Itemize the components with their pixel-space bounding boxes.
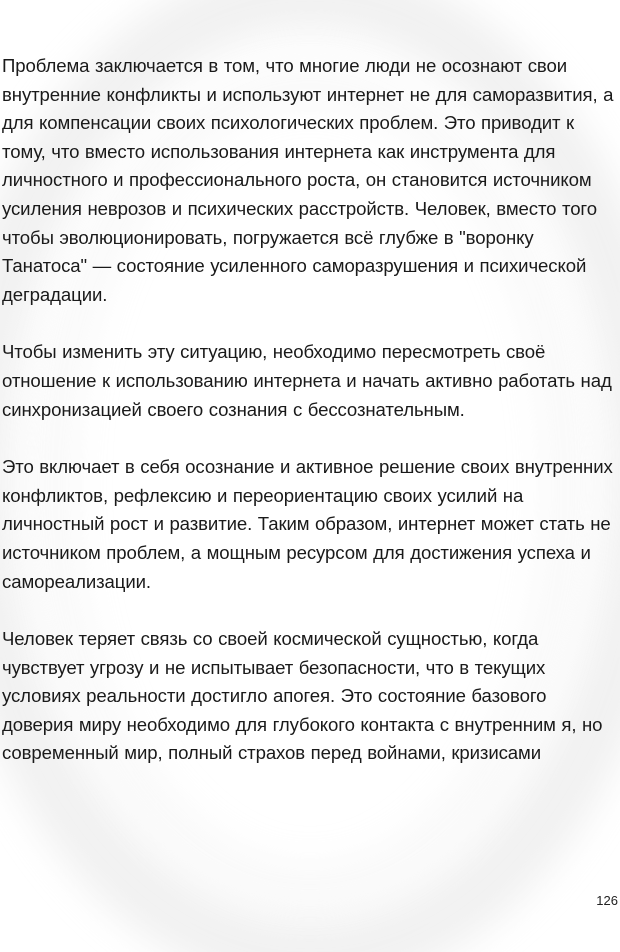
paragraph-4: Человек теряет связь со своей космической сущностью, когда чувствует угрозу и не испытывает безопасности, что в текущих условиях реальности достигло апогея. Это состояние базового доверия миру необходимо для глубокого контакта с внутренним я, но современный мир, полный страхов перед войнами, кризисами — [2, 628, 603, 764]
page-number: 126 — [596, 893, 618, 908]
paragraph-3: Это включает в себя осознание и активное решение своих внутренних конфликтов, рефлексию и переориентацию своих усилий на личностный рост и развитие. Таким образом, интернет может стать не источником проблем, а мощным ресурсом для достижения успеха и самореализации. — [2, 456, 613, 592]
paragraph-1: Проблема заключается в том, что многие люди не осознают свои внутренние конфликты и используют интернет не для саморазвития, а для компенсации своих психологических проблем. Это приводит к тому, что вместо использования интернета как инструмента для личностного и профессионального роста, он становится источником усиления неврозов и психических расстройств. Человек, вместо того чтобы эволюционировать, погружается всё глубже в "воронку Танатоса" — состояние усиленного саморазрушения и психической деградации. — [2, 55, 614, 305]
paragraph-2: Чтобы изменить эту ситуацию, необходимо пересмотреть своё отношение к использованию интернета и начать активно работать над синхронизацией своего сознания с бессознательным. — [2, 341, 612, 420]
page-body — [0, 52, 620, 797]
